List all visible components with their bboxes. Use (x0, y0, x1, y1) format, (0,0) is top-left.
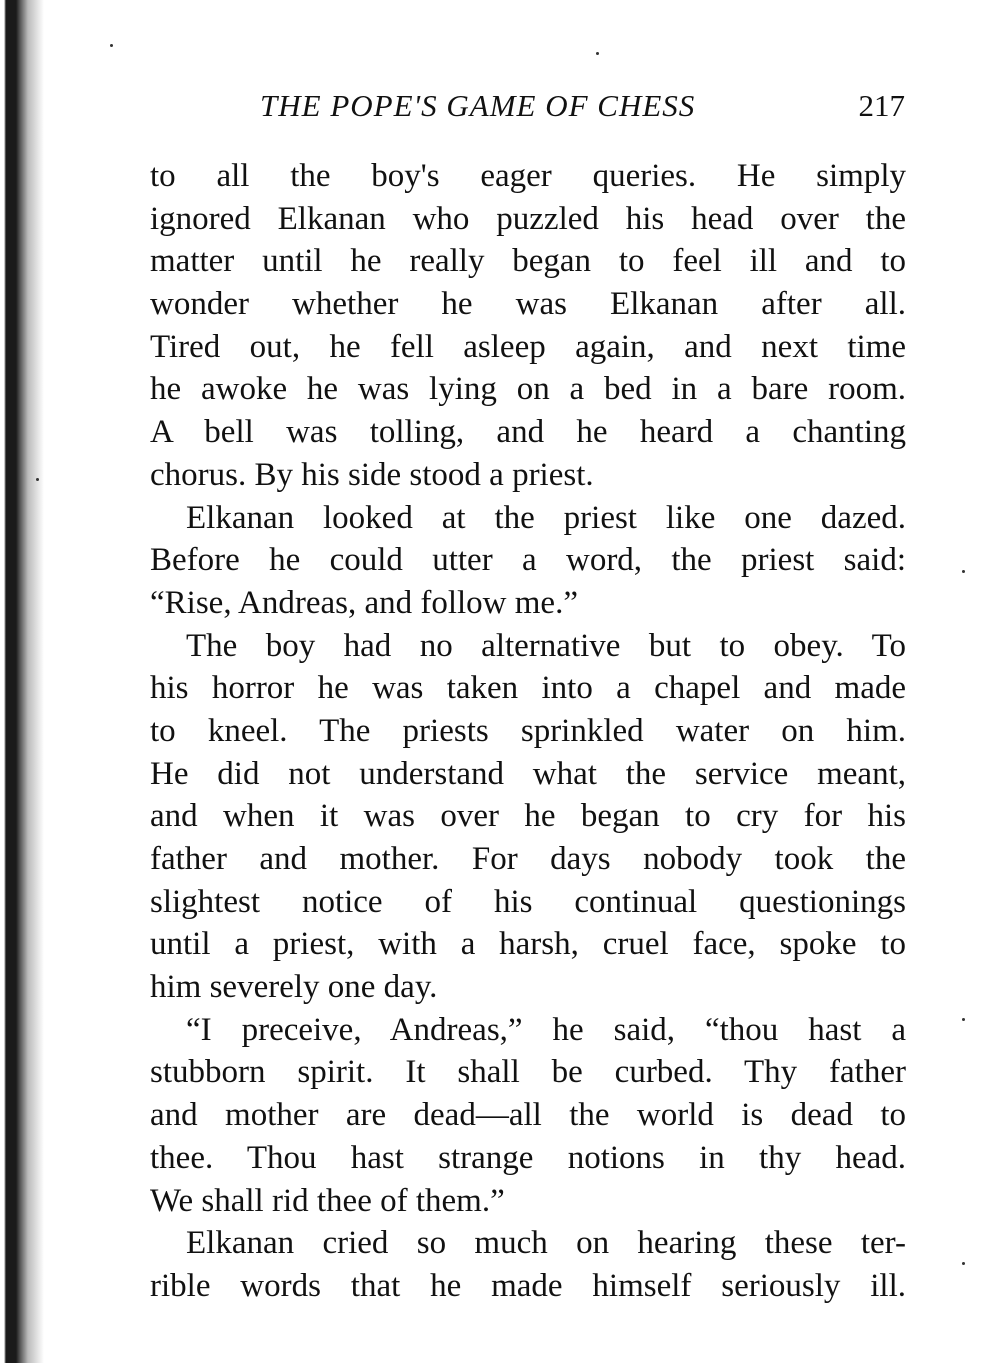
text-line: rible words that he made himself seriously ill. (150, 1267, 906, 1304)
text-line: thee. Thou hast strange notions in thy head. (150, 1139, 906, 1176)
text-line: Elkanan looked at the priest like one dazed. (186, 499, 906, 536)
text-line: ignored Elkanan who puzzled his head over the (150, 200, 906, 237)
text-line: “I preceive, Andreas,” he said, “thou hast a (186, 1011, 906, 1048)
text-line: him severely one day. (150, 969, 438, 1006)
text-line: slightest notice of his continual questionings (150, 883, 906, 920)
text-line: A bell was tolling, and he heard a chanting (150, 414, 906, 451)
text-line: father and mother. For days nobody took the (150, 841, 906, 877)
running-title: THE POPE'S GAME OF CHESS (260, 88, 696, 123)
text-line: Tired out, he fell asleep again, and next time (150, 328, 906, 365)
page-header (150, 88, 905, 128)
text-line: wonder whether he was Elkanan after all. (150, 286, 906, 323)
text-line: matter until he really began to feel ill and to (150, 243, 906, 280)
scan-speck (36, 478, 39, 481)
scan-speck (962, 570, 965, 573)
body-text (150, 155, 906, 1308)
text-line: The boy had no alternative but to obey. To (186, 627, 906, 664)
page-binding-edge (0, 0, 44, 1363)
text-line: Elkanan cried so much on hearing these ter- (186, 1225, 906, 1262)
text-line: he awoke he was lying on a bed in a bare room. (150, 371, 906, 408)
scan-speck (110, 44, 113, 47)
text-line: to all the boy's eager queries. He simply (150, 158, 906, 194)
text-line: and mother are dead—all the world is dead to (150, 1097, 906, 1134)
text-line: chorus. By his side stood a priest. (150, 456, 594, 493)
text-line: Before he could utter a word, the priest said: (150, 542, 906, 579)
text-line: We shall rid thee of them.” (150, 1182, 505, 1219)
scan-speck (962, 1262, 965, 1265)
text-line: and when it was over he began to cry for his (150, 798, 906, 835)
text-line: “Rise, Andreas, and follow me.” (150, 584, 578, 621)
text-line: to kneel. The priests sprinkled water on him. (150, 712, 906, 749)
text-line: until a priest, with a harsh, cruel face, spoke to (150, 926, 906, 963)
scan-speck (596, 52, 599, 55)
scan-speck (962, 1018, 965, 1021)
text-line: stubborn spirit. It shall be curbed. Thy father (150, 1054, 906, 1091)
page-number: 217 (858, 88, 905, 123)
text-line: He did not understand what the service meant, (150, 755, 906, 792)
text-line: his horror he was taken into a chapel and made (150, 670, 906, 707)
